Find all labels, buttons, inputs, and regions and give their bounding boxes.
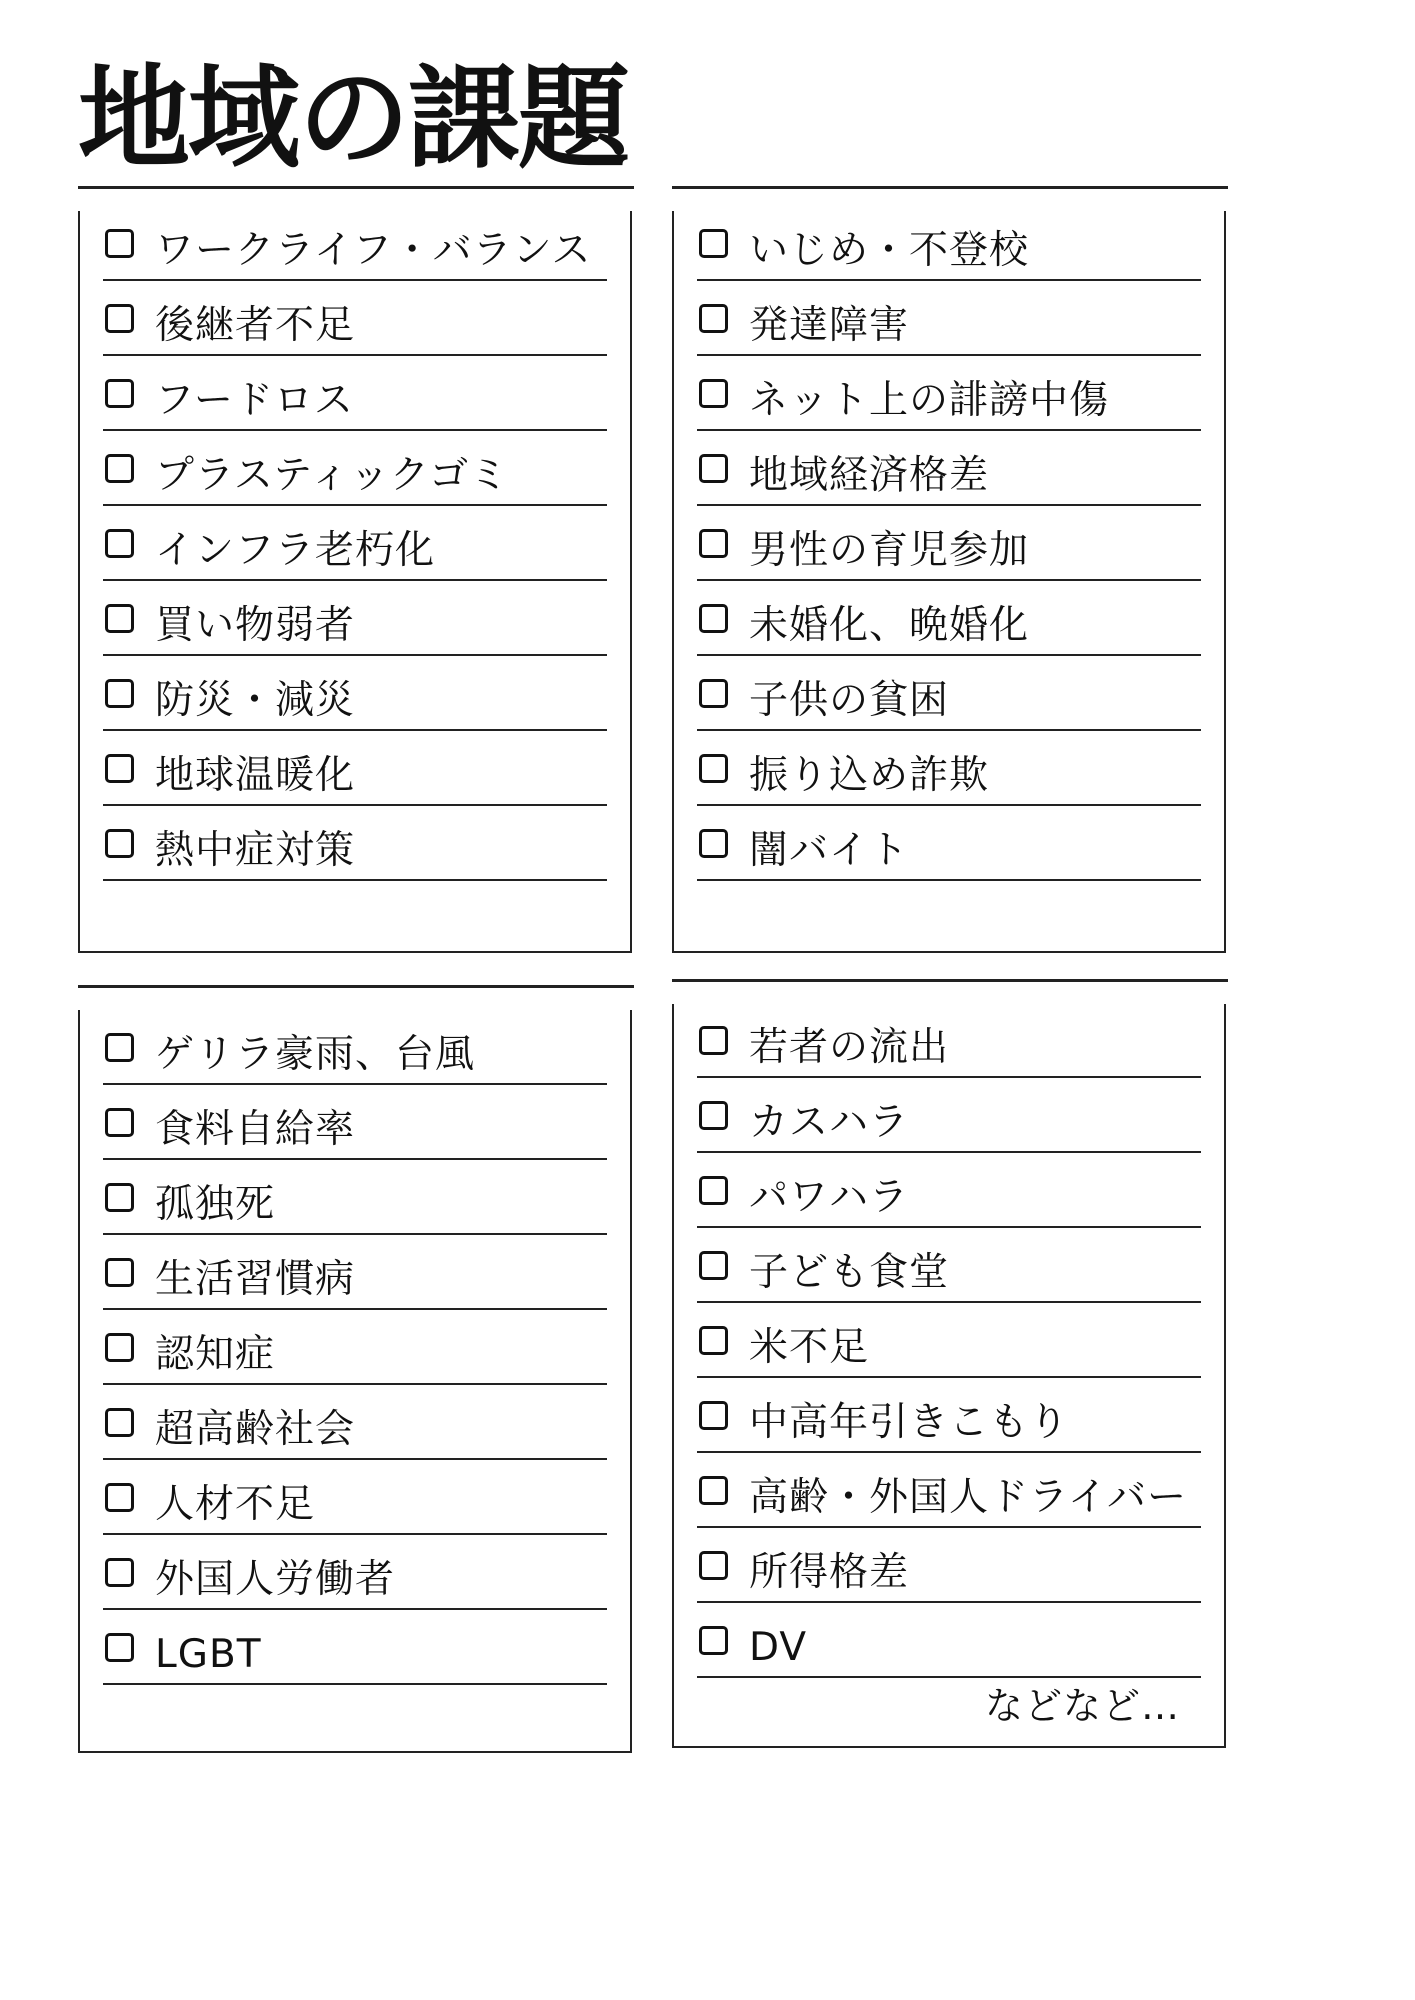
checkbox[interactable] xyxy=(699,1326,728,1355)
checklist-item[interactable] xyxy=(697,1162,1201,1228)
panel-divider xyxy=(78,186,634,189)
checklist-item[interactable] xyxy=(697,1462,1201,1528)
checklist-item[interactable] xyxy=(697,815,1201,881)
checkbox[interactable] xyxy=(105,1183,134,1212)
checklist-item[interactable] xyxy=(697,590,1201,656)
checklist-item-label: 孤独死 xyxy=(155,1182,276,1227)
checkbox[interactable] xyxy=(699,1176,728,1205)
checklist-item-label: 若者の流出 xyxy=(749,1025,950,1070)
checklist-item-label: 超高齢社会 xyxy=(155,1407,356,1452)
checklist-item[interactable] xyxy=(697,1312,1201,1378)
checklist-item-label: 闇バイト xyxy=(749,828,910,873)
checkbox[interactable] xyxy=(699,304,728,333)
checklist-item-label: フードロス xyxy=(155,378,354,423)
checkbox[interactable] xyxy=(699,679,728,708)
checkbox[interactable] xyxy=(699,754,728,783)
checklist-item-label: ネット上の誹謗中傷 xyxy=(749,378,1110,423)
page-title: 地域の課題 xyxy=(78,54,628,184)
checklist-item-label: いじめ・不登校 xyxy=(749,228,1030,273)
checklist-item-label: LGBT xyxy=(155,1632,262,1677)
checkbox[interactable] xyxy=(105,754,134,783)
checklist-item-label: 子ども食堂 xyxy=(749,1250,950,1295)
checklist-item[interactable] xyxy=(697,1612,1201,1678)
checkbox[interactable] xyxy=(699,529,728,558)
checklist-item[interactable] xyxy=(103,290,607,356)
checkbox[interactable] xyxy=(699,1401,728,1430)
checkbox[interactable] xyxy=(699,1251,728,1280)
checkbox[interactable] xyxy=(105,1333,134,1362)
panel-divider xyxy=(672,979,1228,982)
checkbox[interactable] xyxy=(105,1483,134,1512)
checklist-item-label: 未婚化、晩婚化 xyxy=(749,603,1030,648)
checklist-item-label: 高齢・外国人ドライバー xyxy=(749,1475,1188,1520)
checklist-item[interactable] xyxy=(103,215,607,281)
checklist-item-label: 所得格差 xyxy=(749,1550,910,1595)
checkbox[interactable] xyxy=(699,1026,728,1055)
checklist-item[interactable] xyxy=(103,515,607,581)
checklist-item[interactable] xyxy=(103,1544,607,1610)
checklist-item-label: 外国人労働者 xyxy=(155,1557,396,1602)
checklist-item-label: 米不足 xyxy=(749,1325,870,1370)
checklist-item-label: 子供の貧困 xyxy=(749,678,950,723)
checklist-item[interactable] xyxy=(103,1469,607,1535)
checklist-item[interactable] xyxy=(697,215,1201,281)
checklist-item-label: 人材不足 xyxy=(155,1482,316,1527)
checklist-item-label: ゲリラ豪雨、台風 xyxy=(155,1032,476,1077)
checklist-item-label: パワハラ xyxy=(749,1175,910,1220)
checkbox[interactable] xyxy=(105,679,134,708)
checkbox[interactable] xyxy=(105,529,134,558)
checklist-item[interactable] xyxy=(697,1087,1201,1153)
checklist-item[interactable] xyxy=(103,1244,607,1310)
checkbox[interactable] xyxy=(699,1551,728,1580)
checkbox[interactable] xyxy=(105,229,134,258)
checklist-item-label: インフラ老朽化 xyxy=(155,528,436,573)
checklist-item-label: 買い物弱者 xyxy=(155,603,356,648)
checklist-item[interactable] xyxy=(103,815,607,881)
panel-divider xyxy=(78,985,634,988)
checklist-item-label: 熱中症対策 xyxy=(155,828,356,873)
checklist-item-label: 地球温暖化 xyxy=(155,753,356,798)
checklist-item[interactable] xyxy=(103,1169,607,1235)
checklist-item[interactable] xyxy=(103,665,607,731)
checkbox[interactable] xyxy=(699,379,728,408)
checklist-item[interactable] xyxy=(697,1537,1201,1603)
checklist-item[interactable] xyxy=(103,440,607,506)
checklist-item[interactable] xyxy=(697,290,1201,356)
checklist-item-label: 後継者不足 xyxy=(155,303,356,348)
checklist-item[interactable] xyxy=(103,1094,607,1160)
checkbox[interactable] xyxy=(105,304,134,333)
checkbox[interactable] xyxy=(699,604,728,633)
checkbox[interactable] xyxy=(699,454,728,483)
etc-note: などなど… xyxy=(984,1684,1180,1728)
checklist-item[interactable] xyxy=(103,365,607,431)
checklist-item[interactable] xyxy=(103,590,607,656)
checkbox[interactable] xyxy=(105,1408,134,1437)
checklist-item[interactable] xyxy=(697,1012,1201,1078)
checklist-item[interactable] xyxy=(103,1394,607,1460)
checklist-item-label: 発達障害 xyxy=(749,303,910,348)
checkbox[interactable] xyxy=(105,1108,134,1137)
checkbox[interactable] xyxy=(105,829,134,858)
checklist-item-label: カスハラ xyxy=(749,1100,910,1145)
checkbox[interactable] xyxy=(699,229,728,258)
checklist-item[interactable] xyxy=(103,1319,607,1385)
checklist-item[interactable] xyxy=(697,1387,1201,1453)
checklist-item[interactable] xyxy=(697,1237,1201,1303)
checkbox[interactable] xyxy=(699,1476,728,1505)
checklist-item-label: 食料自給率 xyxy=(155,1107,356,1152)
checkbox[interactable] xyxy=(699,1101,728,1130)
checkbox[interactable] xyxy=(105,604,134,633)
checklist-item[interactable] xyxy=(697,665,1201,731)
checklist-item[interactable] xyxy=(697,440,1201,506)
checklist-item-label: DV xyxy=(749,1625,808,1670)
checkbox[interactable] xyxy=(699,1626,728,1655)
checkbox[interactable] xyxy=(105,454,134,483)
checklist-item[interactable] xyxy=(697,515,1201,581)
panel-divider xyxy=(672,186,1228,189)
checklist-item[interactable] xyxy=(103,1019,607,1085)
checklist-item[interactable] xyxy=(697,740,1201,806)
checklist-item-label: 男性の育児参加 xyxy=(749,528,1030,573)
checklist-item-label: プラスティックゴミ xyxy=(155,453,510,498)
checklist-item-label: ワークライフ・バランス xyxy=(155,228,592,273)
checkbox[interactable] xyxy=(105,1558,134,1587)
checklist-item-label: 生活習慣病 xyxy=(155,1257,356,1302)
checklist-item[interactable] xyxy=(103,740,607,806)
checklist-item-label: 振り込め詐欺 xyxy=(749,753,990,798)
checkbox[interactable] xyxy=(105,1633,134,1662)
checklist-item[interactable] xyxy=(697,365,1201,431)
checkbox[interactable] xyxy=(105,379,134,408)
checkbox[interactable] xyxy=(105,1258,134,1287)
checklist-item-label: 防災・減災 xyxy=(155,678,356,723)
checklist-item[interactable] xyxy=(103,1619,607,1685)
checkbox[interactable] xyxy=(699,829,728,858)
checklist-item-label: 認知症 xyxy=(155,1332,276,1377)
checklist-item-label: 地域経済格差 xyxy=(749,453,990,498)
checklist-item-label: 中高年引きこもり xyxy=(749,1400,1070,1445)
checkbox[interactable] xyxy=(105,1033,134,1062)
